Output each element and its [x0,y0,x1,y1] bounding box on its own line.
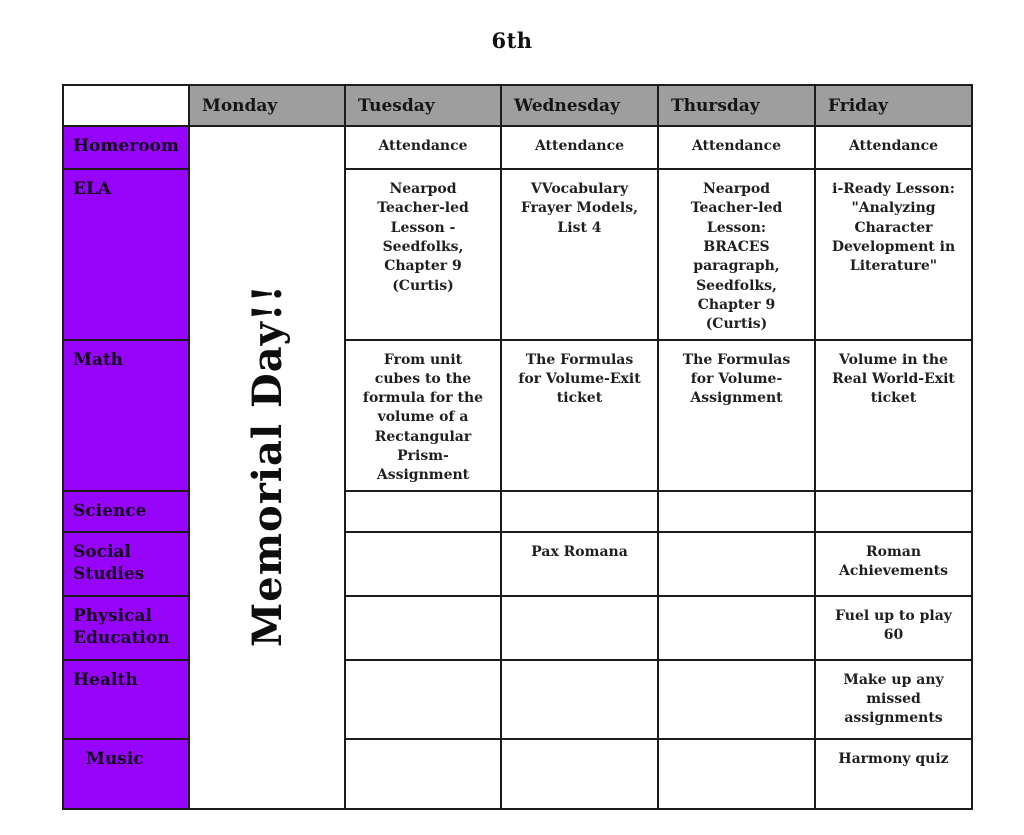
header-friday: Friday [815,85,972,126]
row-label-homeroom: Homeroom [63,126,189,169]
corner-cell [63,85,189,126]
cell-social-studies-tuesday [345,532,501,596]
cell-music-friday: Harmony quiz [815,739,972,809]
cell-health-wednesday [501,660,658,739]
cell-science-tuesday [345,491,501,532]
cell-math-tuesday: From unit cubes to the formula for the volume of a Rectangular Prism-Assignment [345,340,501,491]
header-row [63,85,972,126]
cell-science-thursday [658,491,815,532]
row-label-physical-education: Physical Education [63,596,189,660]
cell-health-tuesday [345,660,501,739]
cell-physical-education-wednesday [501,596,658,660]
cell-physical-education-friday: Fuel up to play 60 [815,596,972,660]
cell-physical-education-thursday [658,596,815,660]
header-thursday: Thursday [658,85,815,126]
cell-science-wednesday [501,491,658,532]
weekly-schedule-table [62,84,973,810]
cell-social-studies-thursday [658,532,815,596]
cell-math-thursday: The Formulas for Volume-Assignment [658,340,815,491]
monday-holiday-cell [189,126,345,809]
row-label-ela: ELA [63,169,189,340]
cell-homeroom-tuesday: Attendance [345,126,501,169]
row-label-music: Music [63,739,189,809]
row-label-social-studies: Social Studies [63,532,189,596]
cell-social-studies-wednesday: Pax Romana [501,532,658,596]
header-tuesday: Tuesday [345,85,501,126]
cell-science-friday [815,491,972,532]
cell-homeroom-friday: Attendance [815,126,972,169]
cell-ela-thursday: Nearpod Teacher-led Lesson: BRACES paragraph, Seedfolks, Chapter 9 (Curtis) [658,169,815,340]
cell-ela-tuesday: Nearpod Teacher-led Lesson - Seedfolks, Chapter 9 (Curtis) [345,169,501,340]
header-monday: Monday [189,85,345,126]
cell-music-wednesday [501,739,658,809]
cell-music-tuesday [345,739,501,809]
row-label-health: Health [63,660,189,739]
cell-math-wednesday: The Formulas for Volume-Exit ticket [501,340,658,491]
page-title: 6th [491,28,533,53]
cell-homeroom-wednesday: Attendance [501,126,658,169]
cell-health-friday: Make up any missed assignments [815,660,972,739]
cell-physical-education-tuesday [345,596,501,660]
memorial-day-note: Memorial Day!! [243,283,291,647]
cell-health-thursday [658,660,815,739]
cell-math-friday: Volume in the Real World-Exit ticket [815,340,972,491]
row-homeroom [63,126,972,169]
cell-homeroom-thursday: Attendance [658,126,815,169]
header-wednesday: Wednesday [501,85,658,126]
cell-music-thursday [658,739,815,809]
cell-ela-friday: i-Ready Lesson: "Analyzing Character Development in Literature" [815,169,972,340]
row-label-math: Math [63,340,189,491]
row-label-science: Science [63,491,189,532]
cell-social-studies-friday: Roman Achievements [815,532,972,596]
cell-ela-wednesday: VVocabulary Frayer Models, List 4 [501,169,658,340]
